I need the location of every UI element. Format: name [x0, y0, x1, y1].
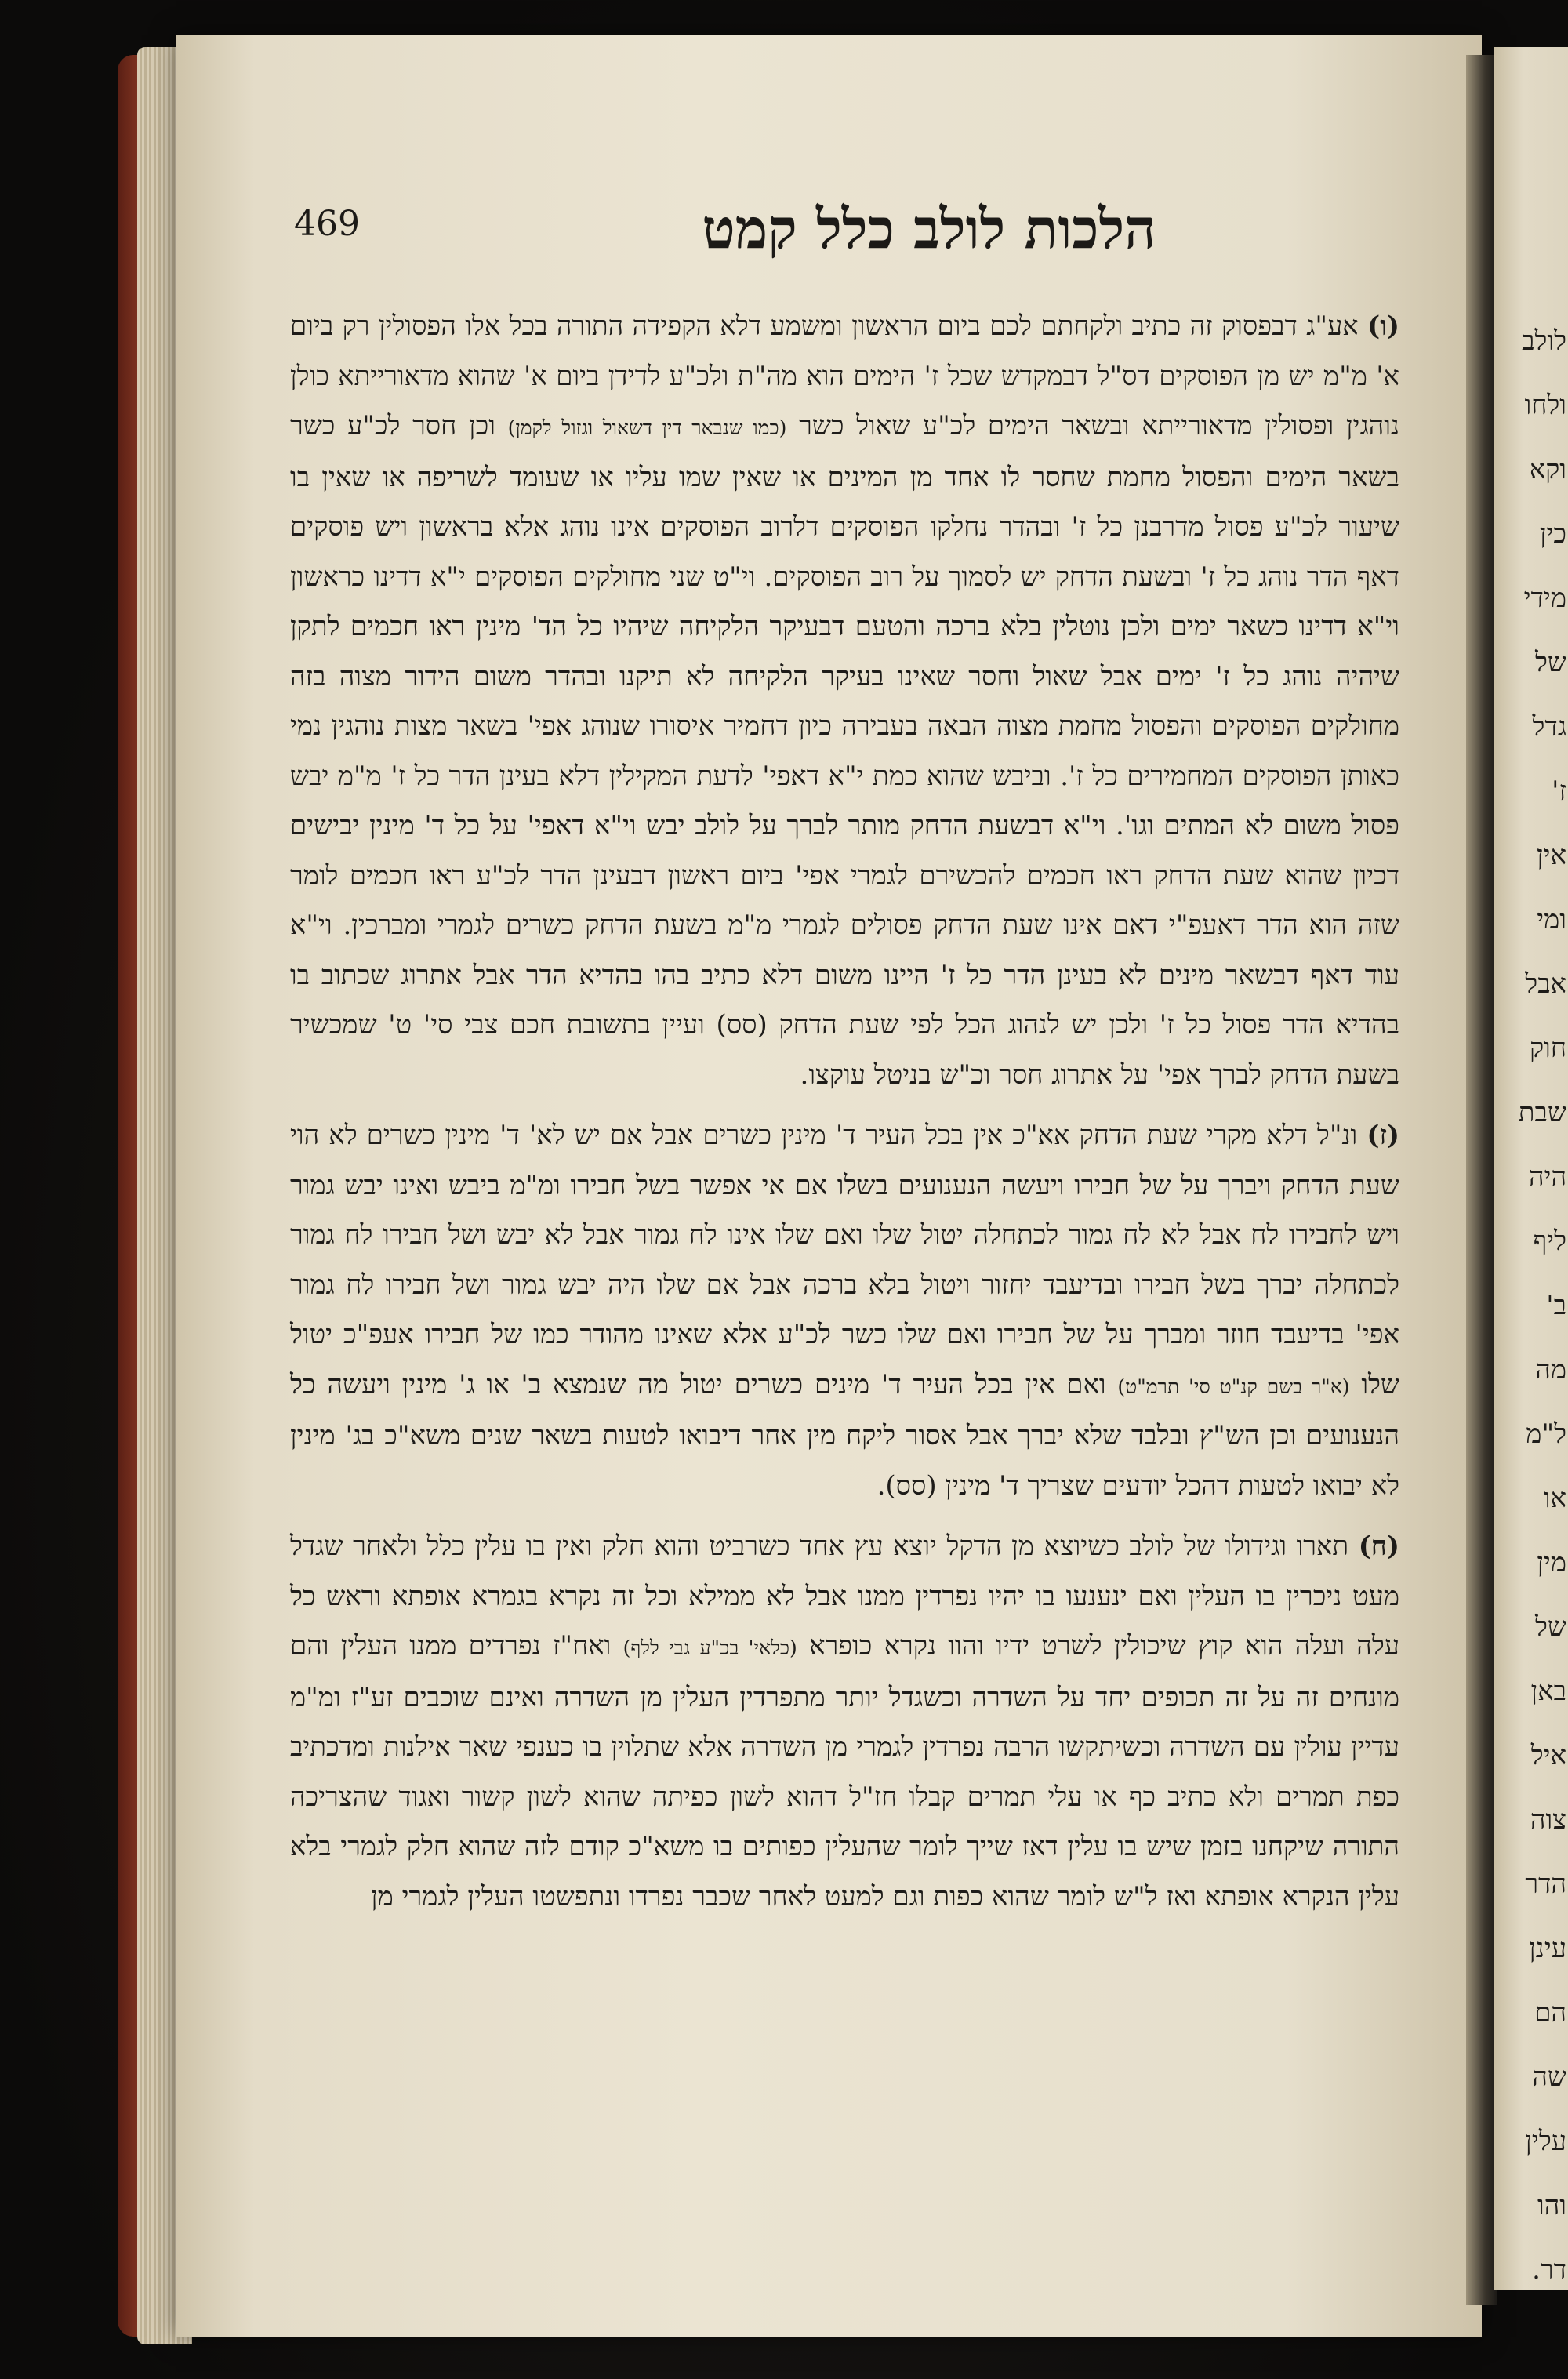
facing-page-fragment: והו	[1537, 2190, 1566, 2221]
facing-page-fragment: חוק	[1529, 1033, 1566, 1064]
facing-page-fragment: שה	[1532, 2061, 1566, 2093]
inline-reference: (כמו שנבאר דין דשאול וגזול לקמן)	[507, 416, 787, 439]
right-page-sliver	[1494, 47, 1568, 2290]
inline-reference: (א"ר בשם קנ"ט סי' תרמ"ט)	[1117, 1375, 1350, 1398]
facing-page-fragment: דר.	[1532, 2254, 1566, 2286]
facing-page-fragment: היה	[1528, 1161, 1566, 1193]
paragraph-text-cont: ואח"ז נפרדים ממנו העלין והם מונחים זה על זה תכופים יחד על השדרה וכשגדל יותר מתפרדין העלין מן השדרה ואינם שוכבים זע"ז ומ"מ עדיין עולין עם השדרה וכשיתקשו הרבה נפרדין לגמרי מן השדרה אלא שתלוין בו כענפי שאר אילנות ומדכתיב כפת תמרים ולא כתיב כף או עלי תמרים קבלו חז"ל דהוא לשון כפיתה שהוא לשון קשור ואגוד שהצריכה התורה שיקחנו בזמן שיש בו עלין דאז שייך לומר שהעלין כפותים בו משא"כ קודם לזה שהוא חלק לגמרי בלא עלין הנקרא אופתא ואז ל"ש לומר שהוא כפות וגם למעט לאחר שכבר נפרדו ונתפשטו העלין לגמרי מן	[290, 1630, 1399, 1912]
facing-page-fragment: עינן	[1529, 1933, 1566, 1964]
paragraph-vav	[290, 302, 1399, 1100]
facing-page-fragment: מין	[1537, 1547, 1566, 1578]
facing-page-fragment: כין	[1539, 518, 1566, 550]
facing-page-fragment: שבת	[1518, 1097, 1566, 1128]
facing-page-fragment: מה	[1535, 1354, 1566, 1386]
siman-marker: (ז)	[1367, 1120, 1400, 1151]
siman-marker: (ו)	[1367, 311, 1399, 342]
facing-page-fragment: גדל	[1532, 711, 1566, 743]
body-text	[290, 302, 1399, 2301]
facing-page-fragment: אין	[1537, 840, 1566, 871]
siman-marker: (ח)	[1358, 1531, 1399, 1562]
facing-page-fragment: ולחו	[1524, 390, 1566, 421]
facing-page-fragment: ז'	[1552, 775, 1566, 807]
book-gutter	[1466, 55, 1497, 2305]
facing-page-fragment: ומי	[1537, 904, 1566, 935]
paragraph-chet	[290, 1522, 1399, 1922]
facing-page-fragment: ל"מ	[1526, 1418, 1566, 1450]
facing-page-fragment: וקא	[1529, 454, 1566, 485]
facing-page-fragment: ב'	[1546, 1290, 1566, 1321]
facing-page-fragment: הם	[1534, 1997, 1566, 2029]
paragraph-text: ונ"ל דלא מקרי שעת הדחק אא"כ אין בכל העיר ד' מינין כשרים אבל אם יש לא' ד' מינין כשרים לא הוי שעת הדחק ויברך על של חבירו ויעשה הנענועים בשלו אם אי אפשר בשל חבירו ומ"מ ביבש ואינו יבש גמור ויש לחבירו לח אבל לא לח גמור לכתחלה יטול שלו ואם שלו אינו לח גמור אבל לא יבש ושל חבירו לח גמור לכתחלה יברך בשל חבירו ובדיעבד יחזור ויטול בלא ברכה אבל אם שלו היה יבש גמור ושל חבירו לח גמור אפי' בדיעבד חוזר ומברך על של חבירו ואם שלו כשר לכ"ע אלא שאינו מהודר כמו של חבירו אעפ"כ יטול שלו	[290, 1120, 1399, 1400]
facing-page-fragment: עלין	[1525, 2126, 1566, 2157]
inline-reference: (כלאי' בכ"ע גבי ללף)	[622, 1636, 797, 1659]
facing-page-fragment: או	[1543, 1483, 1566, 1514]
facing-page-fragment: באן	[1530, 1676, 1566, 1707]
paragraph-text: אע"ג דבפסוק זה כתיב ולקחתם לכם ביום הראשון ומשמע דלא הקפידה התורה בכל אלו הפסולין רק ביום א' מ"מ יש מן הפוסקים דס"ל דבמקדש שכל ז' הימים הוא מה"ת ולכ"ע לדידן ביום א' שהוא מדאורייתא כולן נוהגין ופסולין מדאורייתא ובשאר הימים לכ"ע שאול כשר	[290, 311, 1399, 441]
paragraph-zayin	[290, 1111, 1399, 1511]
facing-page-fragment: צוה	[1530, 1804, 1566, 1836]
page-header	[176, 196, 1482, 282]
paragraph-text: תארו וגידולו של לולב כשיוצא מן הדקל יוצא עץ אחד כשרביט והוא חלק ואין בו עלין כלל ולאחר שגדל מעט ניכרין בו העלין ואם ינענעו בו יהיו נפרדין ממנו אבל לא ממילא וכל זה נקרא בגמרא אופתא וראש כל עלה ועלה הוא קוץ שיכולין לשרט ידיו והוו נקרא כופרא	[290, 1531, 1400, 1662]
facing-page-fragment: הדר	[1525, 1869, 1566, 1900]
running-title: הלכות לולב כלל קמט	[702, 196, 1156, 261]
facing-page-fragment: לולב	[1522, 325, 1566, 357]
facing-page-fragment: ליף	[1533, 1226, 1566, 1257]
facing-page-fragment: מידי	[1523, 583, 1566, 614]
paragraph-text-cont: וכן חסר לכ"ע כשר בשאר הימים והפסול מחמת שחסר לו אחד מן המינים או שאין שמו עליו או שעומד לשריפה או שאין בו שיעור לכ"ע פסול מדרבנן כל ז' ובהדר נחלקו הפוסקים דלרוב הפוסקים אינו נוהג אלא בראשון ויש פוסקים דאף הדר נוהג כל ז' ובשעת הדחק יש לסמוך על רוב הפוסקים. וי"ט שני מחולקים הפוסקים י"א דדינו כראשון וי"א דדינו כשאר ימים ולכן נוטלין בלא ברכה והטעם דבעיקר הלקיחה שיהיו כל הד' מינין ראו חכמים לתקן שיהיה נוהג כל ז' ימים אבל שאול וחסר שאינו בעיקר הלקיחה לא תיקנו ובהדר משום הידור מצוה בזה מחולקים הפוסקים והפסול מחמת מצוה הבאה בעבירה כיון דחמיר איסורו שנוהג אפי' בשאר מצות נוהגין נמי כאותן הפוסקים המחמירים כל ז'. וביבש שהוא כמת י"א דאפי' לדעת המקילין דלא בעינן הדר כל ז' מ"מ יבש פסול משום לא המתים וגו'. וי"א דבשעת הדחק מותר לברך על לולב יבש וי"א דאפי' על כל ד' מינין יבישים דכיון שהוא שעת הדחק ראו חכמים להכשירם לגמרי אפי' ביום ראשון דבעינן הדר לכ"ע ראו חכמים לומר שזה הוא הדר דאעפ"י דאם אינו שעת הדחק פסולים לגמרי מ"מ בשעת הדחק כשרים לגמרי ומברכין. וי"א עוד דאף דבשאר מינים לא בעינן הדר כל ז' היינו משום דלא כתיב בהו בהדיא הדר אבל אתרוג שכתוב בו בהדיא הדר פסול כל ז' ולכן יש לנהוג הכל לפי שעת הדחק (סס) ועיין בתשובת חכם צבי סי' ט' שמכשיר בשעת הדחק לברך אפי' על אתרוג חסר וכ"ש בניטל עוקצו.	[290, 410, 1399, 1091]
facing-page-fragment: של	[1535, 1611, 1566, 1643]
facing-page-fragment: אבל	[1525, 968, 1566, 1000]
facing-page-fragment: איל	[1530, 1740, 1566, 1771]
page-number: 469	[294, 204, 360, 244]
facing-page-fragment: של	[1535, 647, 1566, 678]
paragraph-text-cont: ואם אין בכל העיר ד' מינים כשרים יטול מה שנמצא ב' או ג' מינין ויעשה כל הנענועים וכן הש"ץ ובלבד שלא יברך אבל אסור ליקח מין אחר דיבואו לטעות בשאר שנים משא"כ בג' מינין לא יבואו לטעות דהכל יודעים שצריך ד' מינין (סס).	[290, 1368, 1399, 1502]
